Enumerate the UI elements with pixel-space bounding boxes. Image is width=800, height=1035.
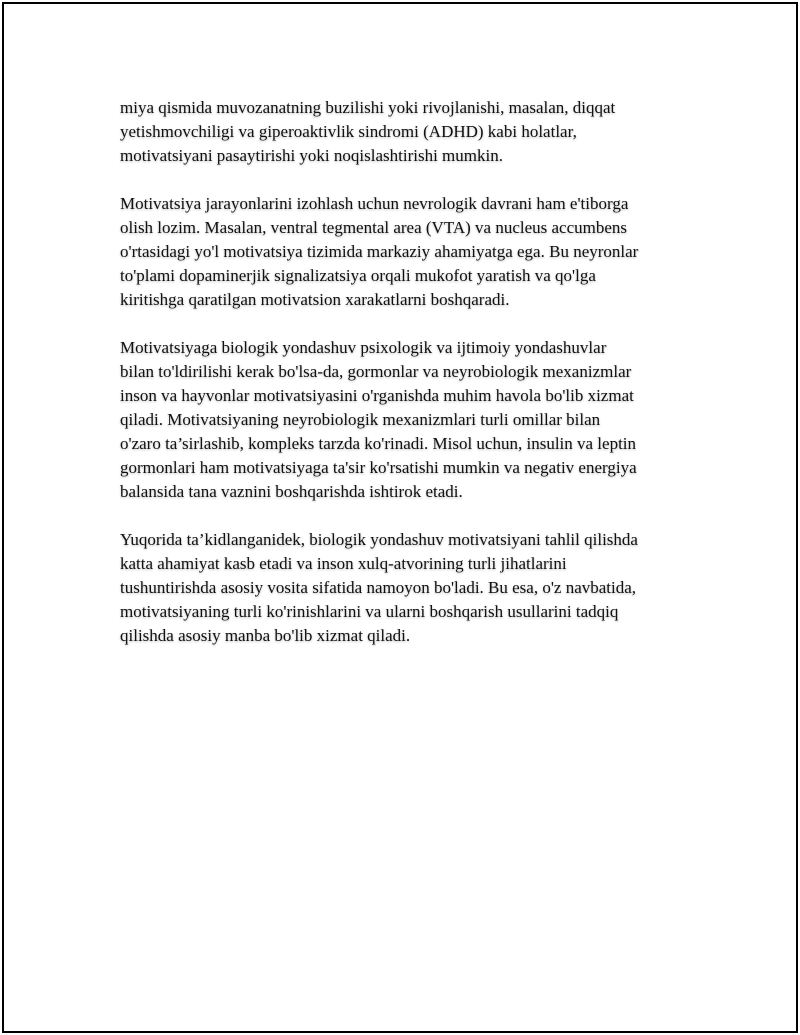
text-line: motivatsiyaning turli ko'rinishlarini va ularni boshqarish usullarini tadqiq xyxy=(120,602,619,621)
document-body xyxy=(120,96,690,672)
text-line: Yuqorida ta’kidlanganidek, biologik yondashuv motivatsiyani tahlil qilishda xyxy=(120,530,638,549)
paragraph-4 xyxy=(120,528,690,648)
text-line: yetishmovchiligi va giperoaktivlik sindromi (ADHD) kabi holatlar, xyxy=(120,122,577,141)
text-line: gormonlari ham motivatsiyaga ta'sir ko'rsatishi mumkin va negativ energiya xyxy=(120,458,637,477)
page-frame xyxy=(2,2,798,1033)
text-line: balansida tana vaznini boshqarishda ishtirok etadi. xyxy=(120,482,463,501)
text-line: Motivatsiyaga biologik yondashuv psixologik va ijtimoiy yondashuvlar xyxy=(120,338,607,357)
text-line: olish lozim. Masalan, ventral tegmental area (VTA) va nucleus accumbens xyxy=(120,218,628,237)
text-line: miya qismida muvozanatning buzilishi yoki rivojlanishi, masalan, diqqat xyxy=(120,98,616,117)
text-line: kiritishga qaratilgan motivatsion xarakatlarni boshqaradi. xyxy=(120,290,510,309)
text-line: qilishda asosiy manba bo'lib xizmat qiladi. xyxy=(120,626,411,645)
text-line: inson va hayvonlar motivatsiyasini o'rganishda muhim havola bo'lib xizmat xyxy=(120,386,634,405)
text-line: o'rtasidagi yo'l motivatsiya tizimida markaziy ahamiyatga ega. Bu neyronlar xyxy=(120,242,639,261)
text-line: bilan to'ldirilishi kerak bo'lsa-da, gormonlar va neyrobiologik mexanizmlar xyxy=(120,362,632,381)
text-line: o'zaro ta’sirlashib, kompleks tarzda ko'rinadi. Misol uchun, insulin va leptin xyxy=(120,434,637,453)
paragraph-1 xyxy=(120,96,690,168)
text-line: Motivatsiya jarayonlarini izohlash uchun nevrologik davrani ham e'tiborga xyxy=(120,194,629,213)
text-line: qiladi. Motivatsiyaning neyrobiologik mexanizmlari turli omillar bilan xyxy=(120,410,601,429)
text-line: katta ahamiyat kasb etadi va inson xulq-atvorining turli jihatlarini xyxy=(120,554,567,573)
text-line: motivatsiyani pasaytirishi yoki noqislashtirishi mumkin. xyxy=(120,146,503,165)
paragraph-3 xyxy=(120,336,690,504)
paragraph-2 xyxy=(120,192,690,312)
text-line: tushuntirishda asosiy vosita sifatida namoyon bo'ladi. Bu esa, o'z navbatida, xyxy=(120,578,637,597)
text-line: to'plami dopaminerjik signalizatsiya orqali mukofot yaratish va qo'lga xyxy=(120,266,596,285)
